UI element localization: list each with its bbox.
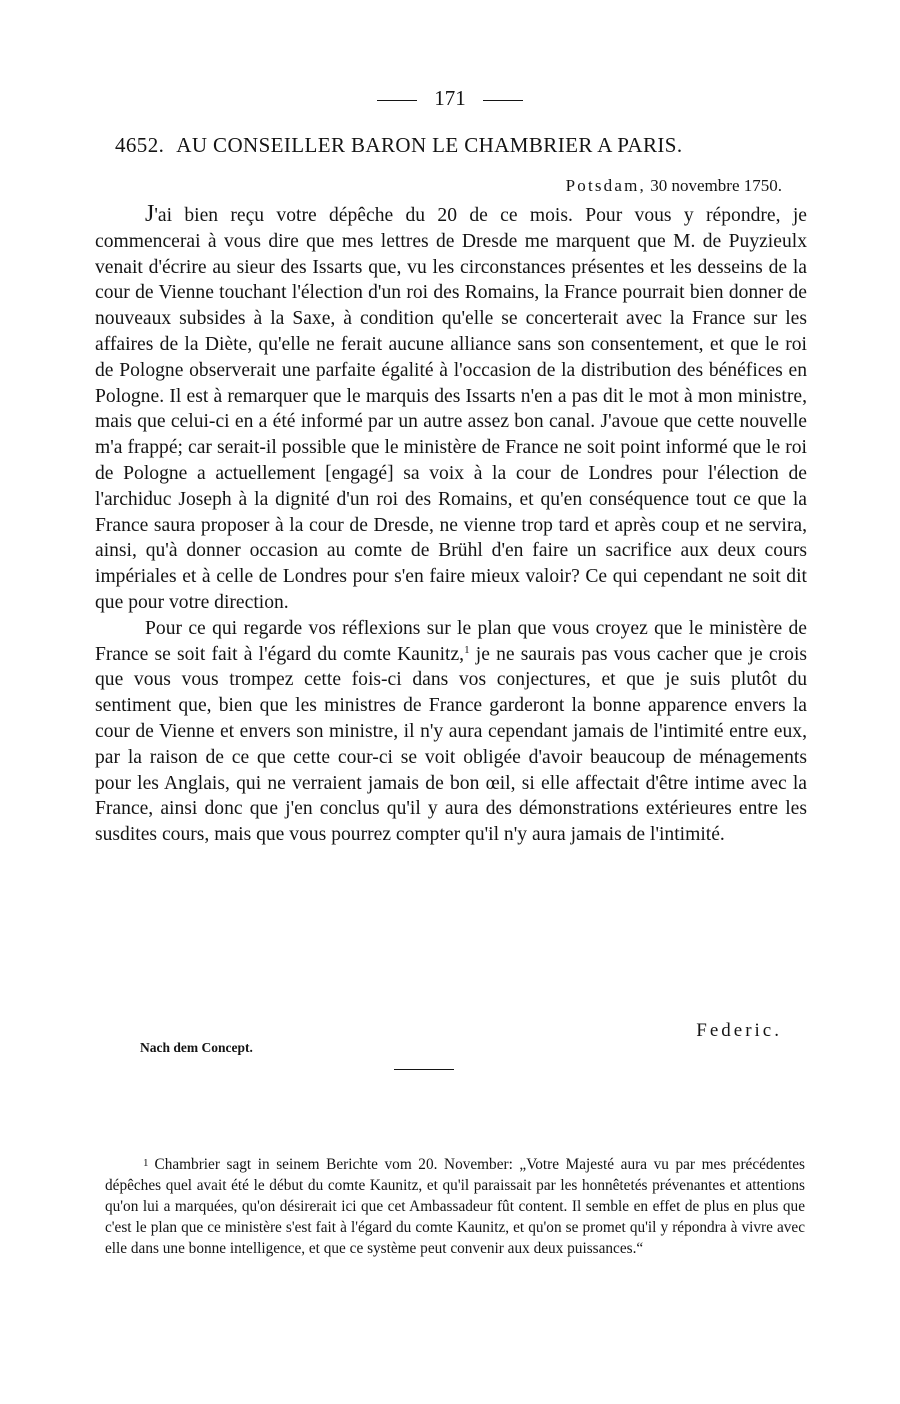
- running-head-rule-right: [483, 100, 523, 101]
- letter-number: 4652.: [115, 133, 165, 157]
- paragraph-1-text: 'ai bien reçu votre dépêche du 20 de ce mois. Pour vous y répondre, je commencerai à vous dire que mes lettres de Dresde me marquent que M. de Puyzieulx venait d'écrire au sieur des Issarts que, vu les circonstances présentes et les desseins de la cour de Vienne touchant l'élection d'un roi des Romains, la France pourrait bien donner de nouveaux subsides à la Saxe, à condition qu'elle se concerterait avec la France sur les affaires de la Diète, qu'elle ne ferait aucune alliance sans son consentement, et que le roi de Pologne observerait une parfaite égalité à l'occasion de la distribution des bénéfices en Pologne. Il est à remarquer que le marquis des Issarts n'en a pas dit le mot à mon ministre, mais que celui-ci en a été informé par un autre assez bon canal. J'avoue que cette nouvelle m'a frappé; car serait-il possible que le ministère de France ne soit point informé que le roi de Pologne a actuellement [engagé] sa voix à la cour de Londres pour l'élection de l'archiduc Joseph à la dignité d'un roi des Romains, et qu'en conséquence tout ce que la France saura proposer à la cour de Dresde, ne vienne trop tard et après coup et ne servira, ainsi, qu'à donner occasion au comte de Brühl d'en faire un sacrifice aux deux cours impériales et à celle de Londres pour s'en faire mieux valoir? Ce qui cependant ne soit dit que pour votre direction.: [95, 205, 807, 613]
- running-head-rule-left: [377, 100, 417, 101]
- source-note: Nach dem Concept.: [140, 1040, 253, 1055]
- paragraph-2-text-a: Pour ce qui regarde vos réflexions sur le plan que vous croyez que le ministère de France se soit fait à l'égard du comte Kaunitz,: [95, 617, 807, 665]
- page-number: 171: [434, 86, 466, 110]
- letter-paragraph-1: [95, 202, 807, 616]
- letter-title: AU CONSEILLER BARON LE CHAMBRIER A PARIS.: [176, 133, 683, 157]
- signature: Federic.: [696, 1020, 782, 1041]
- letter-paragraph-2: [95, 616, 807, 848]
- dateline-place: Potsdam,: [565, 176, 647, 195]
- footnote-text: Chambrier sagt in seinem Berichte vom 20. November: „Votre Majesté aura vu par mes précédentes dépêches quel avait été le début du comte Kaunitz, et qu'il paraissait par les honnêtetés prévenantes et attentions qu'on lui a marquées, qu'on désirerait ici que cet Ambassadeur fût content. Il semble en effet de plus en plus que c'est le plan que ce ministère s'est fait à l'égard du comte Kaunitz, et qu'on se promet qu'il y répondra à vivre avec elle dans une bonne intelligence, et que ce système peut convenir aux deux puissances.“: [105, 1156, 805, 1257]
- letter-heading: [115, 133, 795, 158]
- running-head: [0, 86, 900, 111]
- footnote-mark: 1: [143, 1157, 149, 1169]
- dateline: [566, 176, 782, 196]
- footnote-paragraph: [105, 1153, 805, 1259]
- paragraph-2-text-b: je ne saurais pas vous cacher que je crois que vous vous trompez cette fois-ci dans vos conjectures, et que je suis plutôt du sentiment que, bien que les ministres de France garderont la bonne apparence envers la cour de Vienne et envers son ministre, il n'y aura cependant jamais de l'intimité entre eux, par la raison de ce que cette cour-ci se voit obligée d'avoir beaucoup de ménagements pour les Anglais, qui ne verraient jamais de bon œil, si elle affectait d'être intime avec la France, ainsi donc que j'en conclus qu'il y aura des démonstrations extérieures entre les susdites cours, mais que vous pourrez compter qu'il n'y aura jamais de l'intimité.: [95, 643, 808, 846]
- letter-body: [95, 202, 807, 848]
- paragraph-initial: J: [145, 201, 155, 227]
- footnote: [105, 1153, 805, 1259]
- footnote-reference: 1: [464, 643, 470, 656]
- section-divider: [394, 1069, 454, 1070]
- dateline-date: 30 novembre 1750.: [650, 176, 782, 195]
